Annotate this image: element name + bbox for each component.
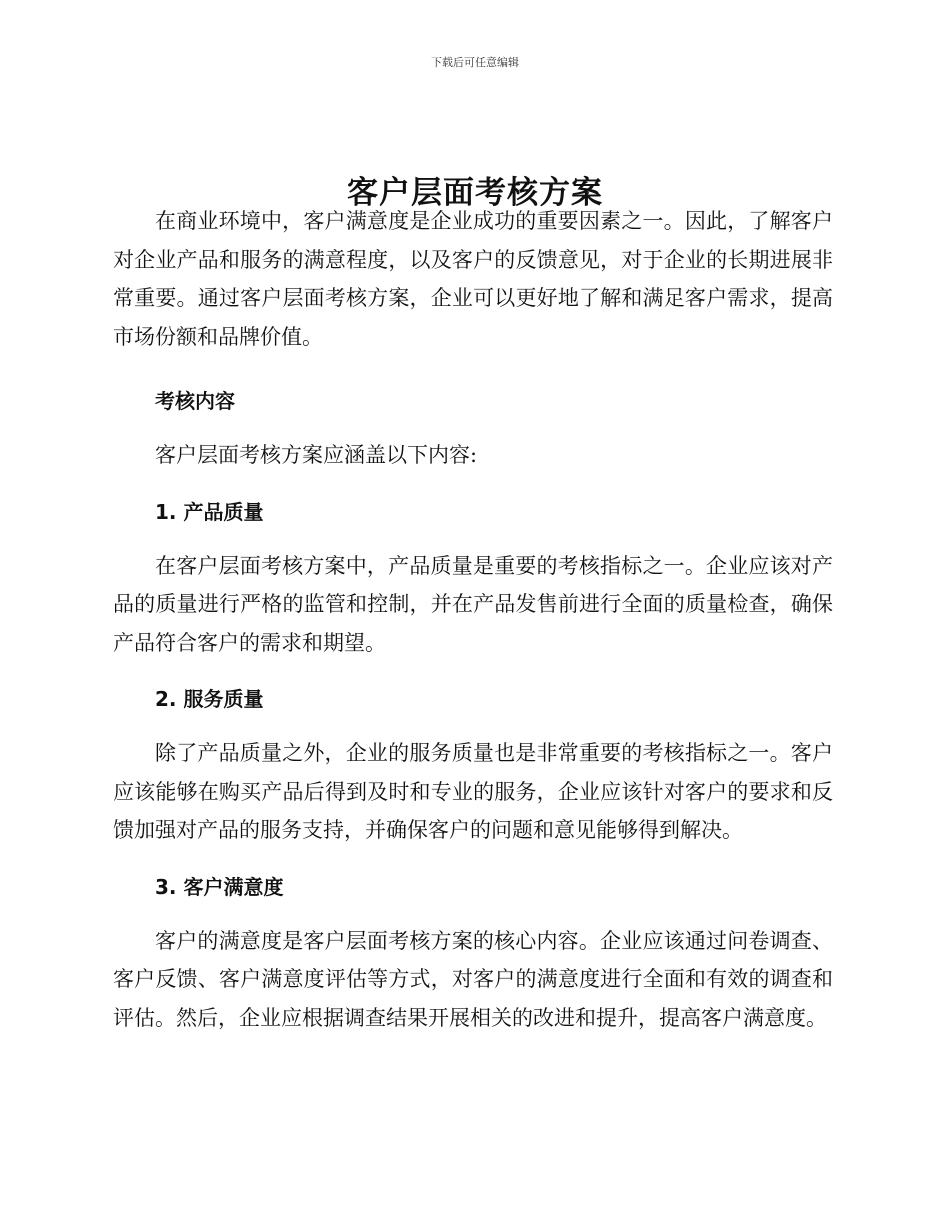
item-heading-product-quality: 1. 产品质量 (155, 499, 264, 524)
section-intro-paragraph: 客户层面考核方案应涵盖以下内容: (155, 443, 478, 467)
item-heading-service-quality: 2. 服务质量 (155, 687, 264, 711)
document-title: 客户层面考核方案 (347, 174, 603, 211)
document-body (113, 202, 833, 1037)
item-paragraph-customer-satisfaction: 客户的满意度是客户层面考核方案的核心内容。企业应该通过问卷调查、客户反馈、客户满意度评估等方式，对客户的满意度进行全面和有效的调查和评估。然后，企业应根据调查结果开展相关的改进和提升，提高客户满意度。 (113, 928, 833, 1030)
intro-paragraph: 在商业环境中，客户满意度是企业成功的重要因素之一。因此，了解客户对企业产品和服务的满意程度，以及客户的反馈意见，对于企业的长期进展非常重要。通过客户层面考核方案，企业可以更好地了解和满足客户需求，提高市场份额和品牌价值。 (113, 209, 833, 349)
header-note: 下载后可任意编辑 (431, 56, 519, 69)
item-paragraph-service-quality: 除了产品质量之外，企业的服务质量也是非常重要的考核指标之一。客户应该能够在购买产品后得到及时和专业的服务，企业应该针对客户的要求和反馈加强对产品的服务支持，并确保客户的问题和意见能够得到解决。 (113, 741, 833, 842)
item-heading-customer-satisfaction: 3. 客户满意度 (155, 874, 284, 899)
item-paragraph-product-quality: 在客户层面考核方案中，产品质量是重要的考核指标之一。企业应该对产品的质量进行严格的监管和控制，并在产品发售前进行全面的质量检查，确保产品符合客户的需求和期望。 (113, 553, 833, 655)
section-heading: 考核内容 (155, 389, 235, 413)
